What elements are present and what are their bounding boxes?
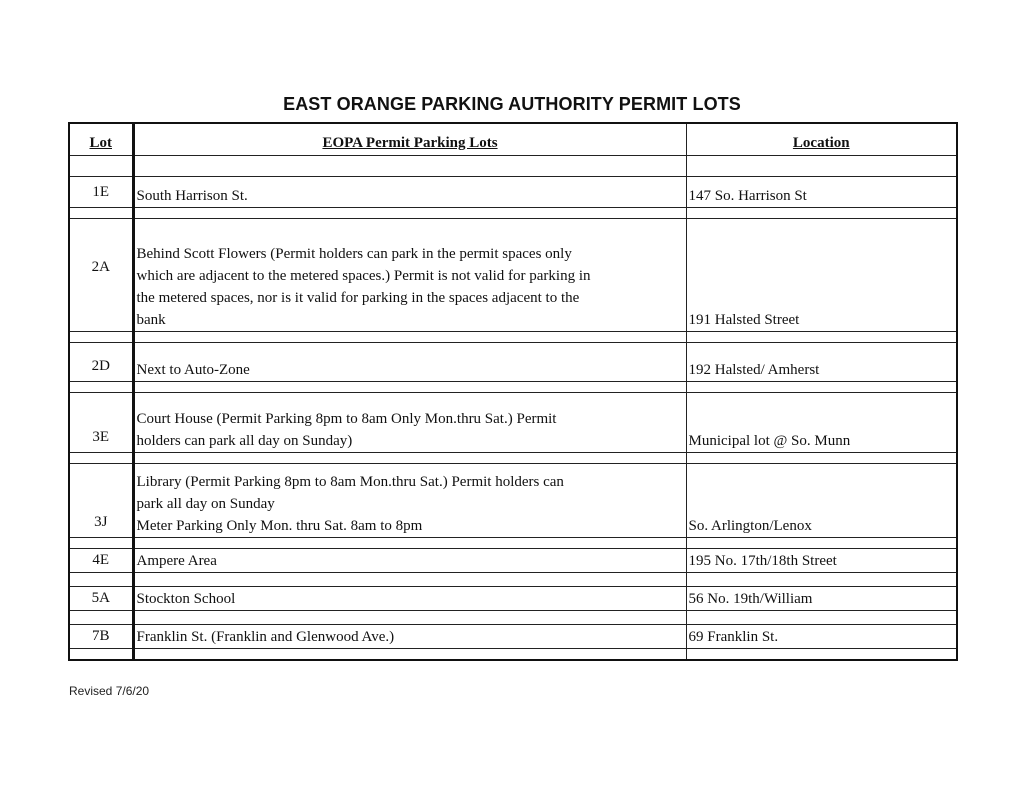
lot-id: 7B: [69, 625, 133, 649]
table-row: [69, 587, 957, 611]
table-row: [69, 464, 957, 538]
lot-location: 56 No. 19th/William: [686, 587, 957, 611]
lot-location: 192 Halsted/ Amherst: [686, 343, 957, 382]
description-line: Stockton School: [136, 591, 236, 607]
lot-description: [133, 219, 686, 332]
description-line: holders can park all day on Sunday): [136, 433, 353, 449]
table-row: [69, 219, 957, 332]
spacer-row: [69, 208, 957, 219]
description-line: which are adjacent to the metered spaces.) Permit is not valid for parking in: [136, 268, 591, 284]
description-line: the metered spaces, nor is it valid for parking in the spaces adjacent to the: [136, 290, 580, 306]
description-line: bank: [136, 312, 166, 328]
header-lot: Lot: [69, 123, 133, 156]
lot-id: 2D: [69, 343, 133, 382]
lot-description: [133, 625, 686, 649]
description-line: Court House (Permit Parking 8pm to 8am Only Mon.thru Sat.) Permit: [136, 411, 557, 427]
description-line: park all day on Sunday: [136, 496, 275, 512]
spacer-row: [69, 156, 957, 177]
lot-description: [133, 464, 686, 538]
table-row: [69, 549, 957, 573]
lot-location: 191 Halsted Street: [686, 219, 957, 332]
lot-id: 3J: [69, 464, 133, 538]
spacer-row: [69, 382, 957, 393]
lot-description: [133, 177, 686, 208]
spacer-row: [69, 649, 957, 661]
lot-id: 5A: [69, 587, 133, 611]
lot-description: [133, 343, 686, 382]
lot-location: Municipal lot @ So. Munn: [686, 393, 957, 453]
lot-description: [133, 587, 686, 611]
spacer-row: [69, 453, 957, 464]
lot-location: 69 Franklin St.: [686, 625, 957, 649]
spacer-row: [69, 573, 957, 587]
description-line: Meter Parking Only Mon. thru Sat. 8am to 8pm: [136, 518, 423, 534]
lot-id: 4E: [69, 549, 133, 573]
lot-description: [133, 549, 686, 573]
lot-location: 147 So. Harrison St: [686, 177, 957, 208]
document-title: EAST ORANGE PARKING AUTHORITY PERMIT LOTS: [283, 94, 741, 114]
header-description: EOPA Permit Parking Lots: [133, 123, 686, 156]
table-header-row: [69, 123, 957, 156]
lot-id: 1E: [69, 177, 133, 208]
description-line: Library (Permit Parking 8pm to 8am Mon.thru Sat.) Permit holders can: [136, 474, 564, 490]
spacer-row: [69, 332, 957, 343]
description-line: Behind Scott Flowers (Permit holders can park in the permit spaces only: [136, 246, 572, 262]
header-location: Location: [686, 123, 957, 156]
lot-id: 3E: [69, 393, 133, 453]
table-row: [69, 393, 957, 453]
spacer-row: [69, 611, 957, 625]
lot-description: [133, 393, 686, 453]
description-line: South Harrison St.: [136, 188, 248, 204]
description-line: Ampere Area: [136, 553, 217, 569]
permit-lots-table: [68, 122, 958, 661]
description-line: Next to Auto-Zone: [136, 362, 250, 378]
lot-location: 195 No. 17th/18th Street: [686, 549, 957, 573]
table-row: [69, 625, 957, 649]
spacer-row: [69, 538, 957, 549]
lot-location: So. Arlington/Lenox: [686, 464, 957, 538]
description-line: Franklin St. (Franklin and Glenwood Ave.): [136, 629, 395, 645]
revision-date: Revised 7/6/20: [69, 684, 150, 698]
table-row: [69, 343, 957, 382]
table-row: [69, 177, 957, 208]
lot-id: 2A: [69, 219, 133, 332]
